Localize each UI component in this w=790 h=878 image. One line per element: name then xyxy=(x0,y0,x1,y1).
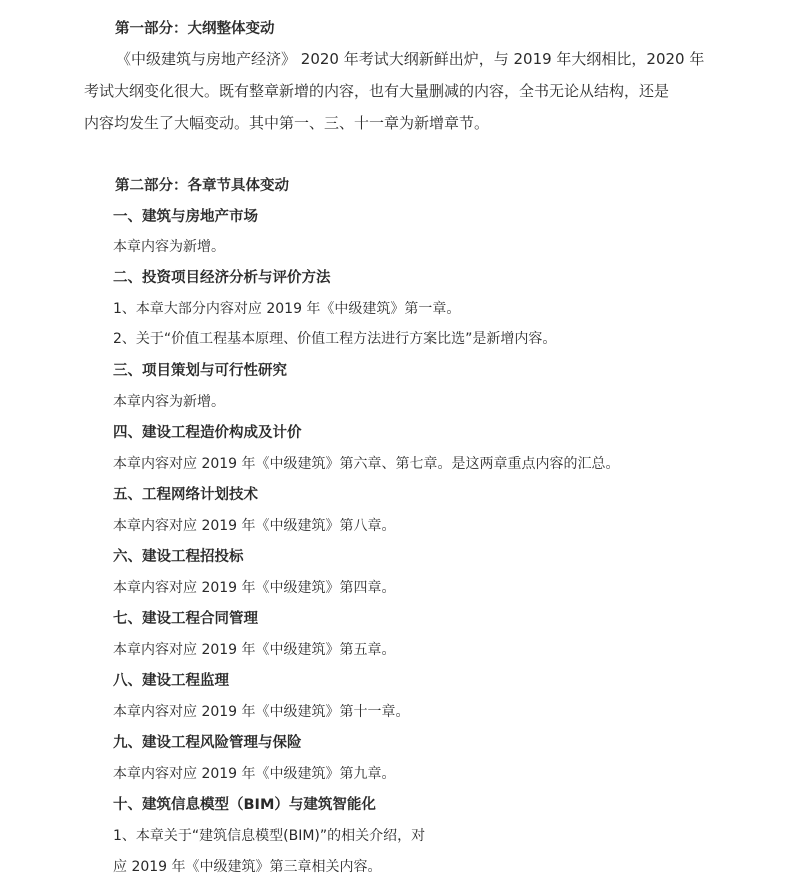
part1-title: 第一部分：大纲整体变动 xyxy=(115,21,275,37)
chapter-text: 本章内容对应 2019 年《中级建筑》第十一章。 xyxy=(113,704,410,720)
chapter-heading-1: 一、建筑与房地产市场 xyxy=(113,209,258,225)
paragraph-line: 《中级建筑与房地产经济》 2020 年考试大纲新鲜出炉，与 2019 年大纲相比，2020 年 xyxy=(116,50,705,68)
chapter-heading-2: 二、投资项目经济分析与评价方法 xyxy=(113,270,331,286)
part2-title: 第二部分：各章节具体变动 xyxy=(115,178,289,194)
chapter-text: 1、本章关于“建筑信息模型(BIM)”的相关介绍，对 xyxy=(113,828,426,844)
paragraph-line: 内容均发生了大幅变动。其中第一、三、十一章为新增章节。 xyxy=(84,114,490,132)
chapter-text: 本章内容对应 2019 年《中级建筑》第八章。 xyxy=(113,518,396,534)
chapter-text: 本章内容对应 2019 年《中级建筑》第九章。 xyxy=(113,766,396,782)
chapter-heading-10: 十、建筑信息模型（BIM）与建筑智能化 xyxy=(113,797,376,813)
chapter-heading-9: 九、建设工程风险管理与保险 xyxy=(113,735,302,751)
chapter-text: 本章内容为新增。 xyxy=(113,394,225,410)
chapter-heading-3: 三、项目策划与可行性研究 xyxy=(113,363,287,379)
chapter-text: 本章内容对应 2019 年《中级建筑》第六章、第七章。是这两章重点内容的汇总。 xyxy=(113,456,620,472)
chapter-heading-7: 七、建设工程合同管理 xyxy=(113,611,258,627)
chapter-text: 2、关于“价值工程基本原理、价值工程方法进行方案比选”是新增内容。 xyxy=(113,331,557,347)
chapter-heading-6: 六、建设工程招投标 xyxy=(113,549,244,565)
chapter-text: 本章内容为新增。 xyxy=(113,239,225,255)
chapter-text: 本章内容对应 2019 年《中级建筑》第五章。 xyxy=(113,642,396,658)
chapter-text: 1、本章大部分内容对应 2019 年《中级建筑》第一章。 xyxy=(113,301,461,317)
chapter-text: 本章内容对应 2019 年《中级建筑》第四章。 xyxy=(113,580,396,596)
chapter-text: 应 2019 年《中级建筑》第三章相关内容。 xyxy=(113,859,382,875)
part1-paragraph xyxy=(84,43,710,139)
chapter-heading-4: 四、建设工程造价构成及计价 xyxy=(113,425,302,441)
chapter-heading-5: 五、工程网络计划技术 xyxy=(113,487,258,503)
paragraph-line: 考试大纲变化很大。既有整章新增的内容，也有大量删减的内容，全书无论从结构，还是 xyxy=(84,82,670,100)
chapter-heading-8: 八、建设工程监理 xyxy=(113,673,229,689)
